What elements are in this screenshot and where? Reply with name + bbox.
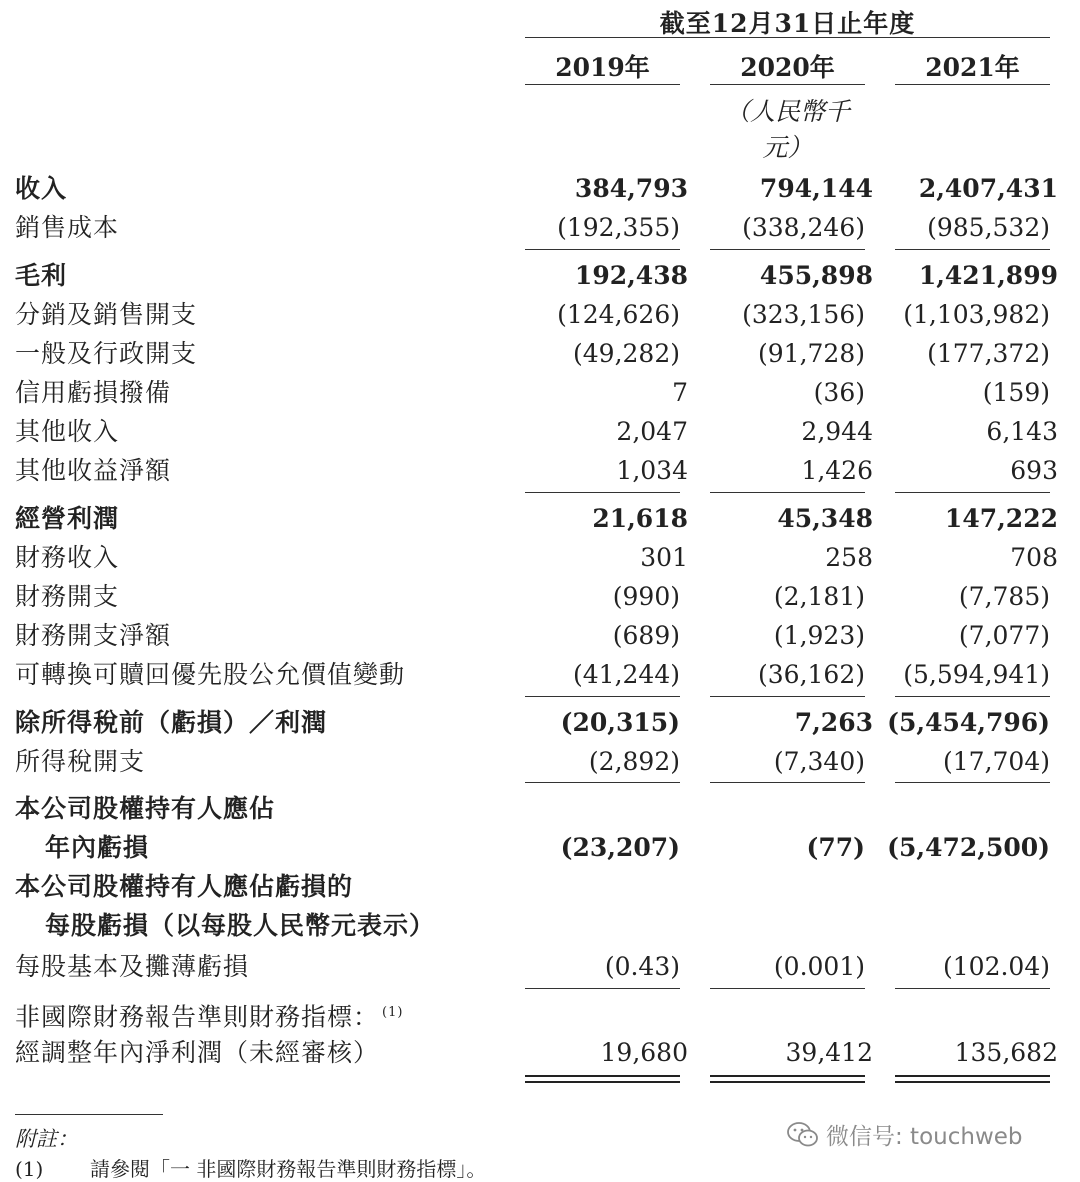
cell-2021: (7,785) [958, 582, 1050, 611]
cell-2020: 45,348 [777, 504, 873, 533]
row-label: 分銷及銷售開支 [15, 300, 198, 329]
table-row-loss-before-tax [0, 704, 1080, 742]
cell-2019: 301 [640, 543, 688, 572]
table-row-revenue [0, 170, 1080, 208]
cell-2020: (1,923) [773, 621, 865, 650]
year-2020-heading: 2020年 [740, 53, 835, 82]
cell-2020: (7,340) [773, 747, 865, 776]
cell-2020: 258 [825, 543, 873, 572]
total-double-rule [710, 1075, 865, 1083]
footnote-marker: (1) [382, 1005, 404, 1020]
row-label: 其他收入 [15, 417, 120, 446]
cell-2021: 135,682 [954, 1038, 1058, 1067]
row-label: 財務開支淨額 [15, 621, 172, 650]
table-row-income-tax [0, 743, 1080, 781]
row-label: 除所得稅前（虧損）／利潤 [15, 708, 328, 737]
table-row-other-income [0, 413, 1080, 451]
cell-2021: (985,532) [927, 213, 1050, 242]
footnote-text: 請參閱「一 非國際財務報告準則財務指標」。 [90, 1157, 487, 1181]
cell-2019: 1,034 [616, 456, 688, 485]
period-underline [525, 37, 1050, 38]
subtotal-rule [895, 988, 1050, 989]
watermark [786, 1118, 1023, 1151]
table-row-eps-heading [0, 868, 1080, 906]
table-row-fair-value-change [0, 656, 1080, 694]
table-row-gross-profit [0, 257, 1080, 295]
cell-2021: (5,472,500) [887, 833, 1050, 862]
cell-2019: (23,207) [560, 833, 680, 862]
subtotal-rule [525, 696, 680, 697]
cell-2021: 708 [1010, 543, 1058, 572]
cell-2019: (41,244) [573, 660, 680, 689]
row-label: 銷售成本 [15, 213, 120, 242]
cell-2021: (17,704) [943, 747, 1050, 776]
cell-2021: (5,454,796) [887, 708, 1050, 737]
cell-2020: 39,412 [785, 1038, 873, 1067]
subtotal-rule [710, 249, 865, 250]
cell-2021: 2,407,431 [918, 174, 1058, 203]
table-row-other-gains [0, 452, 1080, 490]
table-row-credit-loss [0, 374, 1080, 412]
wechat-icon [786, 1121, 820, 1149]
year-2021-heading: 2021年 [925, 53, 1020, 82]
year-2019-heading: 2019年 [555, 53, 650, 82]
cell-2021: (5,594,941) [903, 660, 1050, 689]
table-row-distribution-expenses [0, 296, 1080, 334]
row-label: 本公司股權持有人應佔虧損的 [15, 872, 354, 901]
cell-2020: 794,144 [759, 174, 873, 203]
subtotal-rule [895, 492, 1050, 493]
footnote-divider [15, 1114, 163, 1115]
row-label [15, 994, 403, 1036]
year-underline [895, 84, 1050, 85]
row-label: 經營利潤 [15, 504, 120, 533]
cell-2019: 7 [672, 378, 688, 407]
subtotal-rule [710, 696, 865, 697]
table-row-adjusted-net-profit [0, 1034, 1080, 1072]
cell-2021: (159) [982, 378, 1050, 407]
cell-2019: (20,315) [560, 708, 680, 737]
table-row-net-finance-costs [0, 617, 1080, 655]
table-row-non-ifrs-heading [0, 994, 1080, 1032]
cell-2020: (36,162) [758, 660, 865, 689]
row-label: 所得稅開支 [15, 747, 146, 776]
cell-2021: 1,421,899 [918, 261, 1058, 290]
cell-2021: 693 [1010, 456, 1058, 485]
cell-2019: 384,793 [574, 174, 688, 203]
row-label: 財務收入 [15, 543, 120, 572]
cell-2020: 7,263 [794, 708, 873, 737]
cell-2020: 1,426 [801, 456, 873, 485]
cell-2019: 2,047 [616, 417, 688, 446]
row-label: 每股基本及攤薄虧損 [15, 952, 250, 981]
row-label: 信用虧損撥備 [15, 378, 172, 407]
row-label: 毛利 [15, 261, 68, 290]
row-label: 其他收益淨額 [15, 456, 172, 485]
cell-2019: 192,438 [574, 261, 688, 290]
table-row-finance-income [0, 539, 1080, 577]
table-row-cost-of-sales [0, 209, 1080, 247]
unit-label: （人民幣千元） [724, 97, 850, 162]
subtotal-rule [525, 988, 680, 989]
cell-2020: (36) [813, 378, 865, 407]
cell-2019: (689) [612, 621, 680, 650]
row-label: 收入 [15, 174, 68, 203]
cell-2021: (102.04) [943, 952, 1050, 981]
cell-2020: (77) [806, 833, 865, 862]
year-underline [710, 84, 865, 85]
cell-2020: (91,728) [758, 339, 865, 368]
watermark-text: 微信号: touchweb [826, 1124, 1023, 1150]
cell-2021: (7,077) [958, 621, 1050, 650]
cell-2019: 19,680 [600, 1038, 688, 1067]
table-row-operating-profit [0, 500, 1080, 538]
cell-2019: (192,355) [557, 213, 680, 242]
cell-2020: (2,181) [773, 582, 865, 611]
subtotal-rule [895, 249, 1050, 250]
cell-2020: (0.001) [773, 952, 865, 981]
cell-2021: (177,372) [927, 339, 1050, 368]
cell-2019: (990) [612, 582, 680, 611]
subtotal-rule [525, 249, 680, 250]
subtotal-rule [525, 782, 680, 783]
total-double-rule [895, 1075, 1050, 1083]
subtotal-rule [710, 782, 865, 783]
cell-2019: (2,892) [588, 747, 680, 776]
subtotal-rule [710, 988, 865, 989]
period-heading: 截至12月31日止年度 [659, 9, 916, 38]
subtotal-rule [710, 492, 865, 493]
cell-2020: (338,246) [742, 213, 865, 242]
row-label: 年內虧損 [45, 833, 150, 862]
cell-2020: 2,944 [801, 417, 873, 446]
cell-2021: 147,222 [944, 504, 1058, 533]
table-row-basic-diluted-eps [0, 948, 1080, 986]
cell-2019: 21,618 [592, 504, 688, 533]
row-label: 一般及行政開支 [15, 339, 198, 368]
subtotal-rule [895, 782, 1050, 783]
cell-2019: (49,282) [573, 339, 680, 368]
cell-2019: (124,626) [557, 300, 680, 329]
cell-2020: 455,898 [759, 261, 873, 290]
cell-2019: (0.43) [604, 952, 680, 981]
row-label: 財務開支 [15, 582, 120, 611]
row-label: 可轉換可贖回優先股公允價值變動 [15, 660, 406, 689]
year-underline [525, 84, 680, 85]
row-label: 經調整年內淨利潤（未經審核） [15, 1038, 380, 1067]
cell-2020: (323,156) [742, 300, 865, 329]
subtotal-rule [525, 492, 680, 493]
table-row-eps-subheading [0, 907, 1080, 945]
footnote-heading: 附註： [15, 1127, 78, 1151]
cell-2021: 6,143 [986, 417, 1058, 446]
table-row-finance-costs [0, 578, 1080, 616]
table-row-loss-attributable-heading [0, 790, 1080, 828]
footnote-item [15, 1153, 486, 1182]
row-label: 本公司股權持有人應佔 [15, 794, 276, 823]
subtotal-rule [895, 696, 1050, 697]
table-row-loss-for-year [0, 829, 1080, 867]
table-row-admin-expenses [0, 335, 1080, 373]
row-label-text: 非國際財務報告準則財務指標： [15, 1002, 380, 1032]
row-label: 每股虧損（以每股人民幣元表示） [45, 911, 436, 940]
footnote-number: (1) [15, 1157, 44, 1181]
total-double-rule [525, 1075, 680, 1083]
cell-2021: (1,103,982) [903, 300, 1050, 329]
